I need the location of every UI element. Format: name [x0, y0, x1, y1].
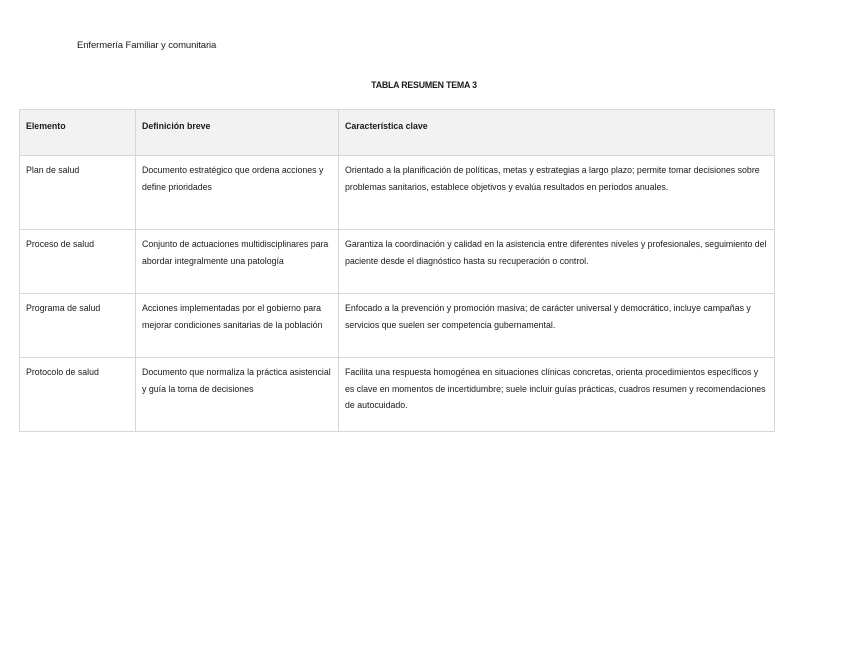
cell-elemento: Protocolo de salud	[20, 358, 136, 432]
table-header-row	[20, 110, 775, 156]
cell-elemento: Plan de salud	[20, 156, 136, 230]
document-header: Enfermería Familiar y comunitaria	[77, 40, 217, 51]
page-title: TABLA RESUMEN TEMA 3	[371, 80, 477, 90]
summary-table	[19, 109, 775, 432]
table-row	[20, 156, 775, 230]
table-row	[20, 294, 775, 358]
table-row	[20, 230, 775, 294]
cell-caracteristica: Orientado a la planificación de políticas, metas y estrategias a largo plazo; permite tomar decisiones sobre problemas sanitarios, establece objetivos y evalúa resultados en periodos anuales.	[339, 156, 775, 230]
cell-definicion: Documento estratégico que ordena acciones y define prioridades	[136, 156, 339, 230]
cell-definicion: Documento que normaliza la práctica asistencial y guía la toma de decisiones	[136, 358, 339, 432]
table-row	[20, 358, 775, 432]
cell-elemento: Proceso de salud	[20, 230, 136, 294]
cell-caracteristica: Enfocado a la prevención y promoción masiva; de carácter universal y democrático, incluye campañas y servicios que suelen ser competencia gubernamental.	[339, 294, 775, 358]
cell-elemento: Programa de salud	[20, 294, 136, 358]
cell-definicion: Conjunto de actuaciones multidisciplinares para abordar integralmente una patología	[136, 230, 339, 294]
cell-caracteristica: Garantiza la coordinación y calidad en la asistencia entre diferentes niveles y profesionales, seguimiento del paciente desde el diagnóstico hasta su recuperación o control.	[339, 230, 775, 294]
column-header-definicion: Definición breve	[136, 110, 339, 156]
column-header-elemento: Elemento	[20, 110, 136, 156]
cell-caracteristica: Facilita una respuesta homogénea en situaciones clínicas concretas, orienta procedimientos específicos y es clave en momentos de incertidumbre; suele incluir guías prácticas, cuadros resumen y recomendaciones de autocuidado.	[339, 358, 775, 432]
column-header-caracteristica: Característica clave	[339, 110, 775, 156]
cell-definicion: Acciones implementadas por el gobierno para mejorar condiciones sanitarias de la población	[136, 294, 339, 358]
